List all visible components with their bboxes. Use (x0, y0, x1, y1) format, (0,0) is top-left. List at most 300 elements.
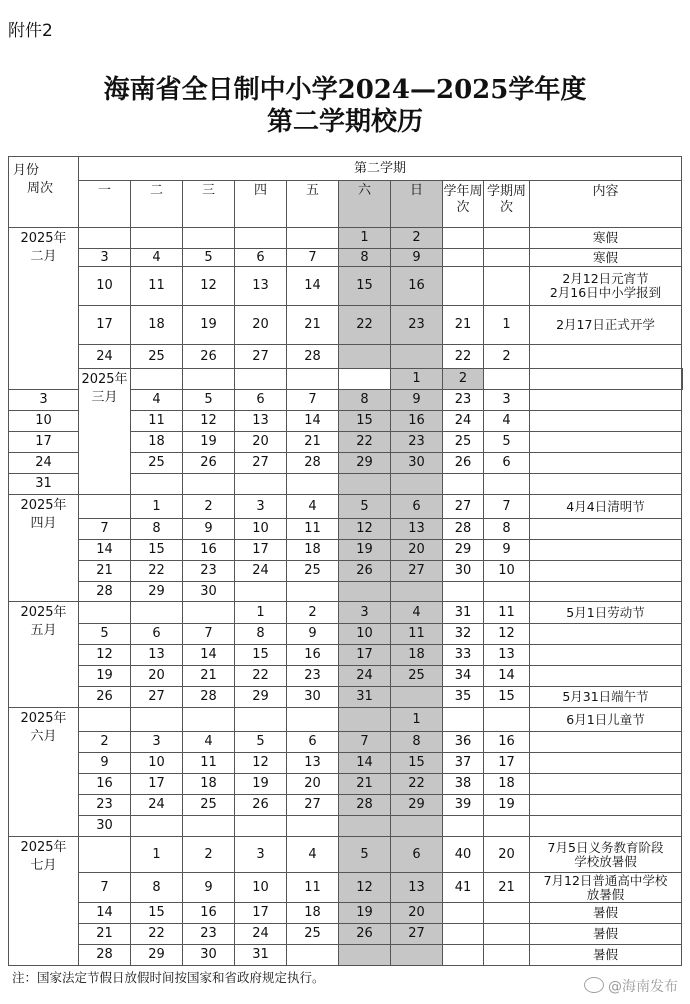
day-cell: 4 (287, 495, 339, 519)
content-cell (530, 795, 682, 816)
semester-label: 第二学期 (79, 157, 682, 181)
calendar-week-row (9, 345, 683, 369)
calendar-week-row (9, 753, 683, 774)
day-cell: 15 (391, 753, 443, 774)
school-year-week-cell: 35 (443, 687, 484, 708)
school-year-week-cell: 27 (443, 495, 484, 519)
month-year: 2025年 (20, 840, 67, 855)
page-title (0, 74, 690, 138)
day-cell: 10 (9, 411, 79, 432)
day-cell (391, 345, 443, 369)
semester-week-cell: 3 (484, 390, 530, 411)
day-cell: 10 (339, 624, 391, 645)
day-cell: 20 (131, 666, 183, 687)
semester-week-cell: 18 (484, 774, 530, 795)
school-year-week-header: 学年周次 (443, 181, 484, 228)
day-cell: 8 (131, 873, 183, 903)
calendar-week-row (9, 602, 683, 624)
semester-week-cell (484, 708, 530, 732)
footnote: 注：国家法定节假日放假时间按国家和省政府规定执行。 (12, 970, 325, 985)
day-cell: 25 (287, 924, 339, 945)
day-cell: 5 (183, 249, 235, 267)
day-cell: 16 (391, 267, 443, 306)
semester-week-cell: 13 (484, 645, 530, 666)
day-cell (391, 687, 443, 708)
day-cell: 31 (9, 474, 79, 495)
day-header-row (9, 181, 683, 228)
content-cell (530, 561, 682, 582)
content-cell (530, 228, 682, 249)
month-year: 2025年 (20, 711, 67, 726)
day-cell: 13 (287, 753, 339, 774)
day-cell: 19 (183, 432, 235, 453)
corner-cell (9, 157, 79, 228)
content-line: 2月17日正式开学 (556, 317, 655, 332)
day-cell: 17 (79, 306, 131, 345)
calendar-week-row (9, 561, 683, 582)
day-cell: 3 (235, 837, 287, 873)
day-cell: 26 (183, 453, 235, 474)
day-cell (183, 816, 235, 837)
semester-week-cell (484, 816, 530, 837)
month-cell (9, 495, 79, 602)
day-cell (183, 708, 235, 732)
day-cell: 11 (183, 753, 235, 774)
calendar-week-row (9, 624, 683, 645)
calendar-week-row (9, 816, 683, 837)
day-cell (391, 474, 443, 495)
day-cell: 6 (235, 390, 287, 411)
content-cell (530, 924, 682, 945)
content-header: 内容 (530, 181, 682, 228)
day-cell: 25 (287, 561, 339, 582)
day-cell: 22 (131, 924, 183, 945)
day-cell (339, 345, 391, 369)
day-cell: 16 (391, 411, 443, 432)
semester-week-cell: 21 (484, 873, 530, 903)
semester-week-cell: 11 (484, 602, 530, 624)
school-year-week-cell: 34 (443, 666, 484, 687)
corner-week-label: 周次 (27, 181, 54, 196)
calendar-week-row (9, 540, 683, 561)
day-cell: 20 (235, 432, 287, 453)
day-cell: 28 (79, 945, 131, 966)
day-cell: 22 (131, 561, 183, 582)
day-cell (235, 816, 287, 837)
day-cell (391, 582, 443, 602)
day-cell: 26 (183, 345, 235, 369)
content-cell (530, 540, 682, 561)
day-cell: 29 (131, 945, 183, 966)
day-cell: 6 (287, 732, 339, 753)
calendar-week-row (9, 945, 683, 966)
month-year: 2025年 (81, 372, 128, 387)
day-cell (131, 708, 183, 732)
day-header: 四 (235, 181, 287, 228)
day-cell (391, 816, 443, 837)
day-cell: 6 (235, 249, 287, 267)
day-cell: 22 (391, 774, 443, 795)
day-cell: 7 (183, 624, 235, 645)
school-year-week-cell (443, 582, 484, 602)
title-line-1: 海南省全日制中小学2024—2025学年度 (103, 75, 587, 105)
day-header: 二 (131, 181, 183, 228)
attachment-label: 附件2 (8, 21, 53, 41)
day-cell (235, 369, 287, 390)
day-header: 三 (183, 181, 235, 228)
day-cell: 16 (79, 774, 131, 795)
day-cell: 13 (235, 411, 287, 432)
day-cell: 3 (339, 602, 391, 624)
day-cell: 11 (287, 873, 339, 903)
day-cell: 16 (183, 903, 235, 924)
day-cell: 28 (287, 453, 339, 474)
semester-header-row (9, 157, 683, 181)
day-cell: 5 (235, 732, 287, 753)
day-cell: 18 (131, 432, 183, 453)
day-cell: 13 (391, 873, 443, 903)
school-year-week-cell (443, 924, 484, 945)
school-year-week-cell (443, 228, 484, 249)
content-cell (530, 837, 682, 873)
school-year-week-cell: 38 (443, 774, 484, 795)
school-year-week-cell (443, 708, 484, 732)
day-cell: 22 (339, 306, 391, 345)
semester-week-cell (484, 474, 530, 495)
semester-week-cell (484, 945, 530, 966)
semester-week-cell: 6 (484, 453, 530, 474)
semester-week-cell: 9 (484, 540, 530, 561)
calendar-week-row (9, 228, 683, 249)
month-name: 三月 (91, 390, 118, 405)
month-name: 二月 (30, 249, 57, 264)
content-cell (530, 582, 682, 602)
day-cell: 9 (287, 624, 339, 645)
day-cell: 31 (339, 687, 391, 708)
day-cell: 4 (391, 602, 443, 624)
content-line: 学校放暑假 (574, 853, 637, 869)
day-cell: 16 (287, 645, 339, 666)
day-cell: 25 (131, 453, 183, 474)
day-cell: 18 (183, 774, 235, 795)
day-cell: 20 (287, 774, 339, 795)
day-cell: 20 (235, 306, 287, 345)
content-cell (530, 432, 682, 453)
day-cell: 19 (339, 540, 391, 561)
content-cell (530, 602, 682, 624)
day-cell (79, 602, 131, 624)
day-cell: 1 (131, 495, 183, 519)
calendar-week-row (9, 732, 683, 753)
content-line: 寒假 (592, 249, 618, 265)
school-calendar-table (8, 156, 683, 966)
month-name: 六月 (30, 729, 57, 744)
day-cell: 24 (79, 345, 131, 369)
day-cell (287, 369, 339, 390)
day-cell: 27 (391, 924, 443, 945)
content-cell (530, 267, 682, 306)
calendar-week-row (9, 708, 683, 732)
semester-week-cell: 19 (484, 795, 530, 816)
content-cell (530, 453, 682, 474)
day-cell: 27 (235, 345, 287, 369)
school-year-week-cell (443, 816, 484, 837)
day-cell (287, 945, 339, 966)
day-cell: 6 (131, 624, 183, 645)
day-cell: 21 (287, 432, 339, 453)
day-header: 日 (391, 181, 443, 228)
school-year-week-cell (443, 249, 484, 267)
content-cell (530, 495, 682, 519)
semester-week-cell: 17 (484, 753, 530, 774)
content-cell (530, 732, 682, 753)
day-cell: 29 (235, 687, 287, 708)
day-cell (339, 945, 391, 966)
day-cell: 12 (235, 753, 287, 774)
semester-week-cell: 10 (484, 561, 530, 582)
day-cell (183, 369, 235, 390)
semester-week-cell: 2 (484, 345, 530, 369)
day-cell: 23 (79, 795, 131, 816)
day-header: 五 (287, 181, 339, 228)
semester-week-cell (484, 582, 530, 602)
day-cell (235, 228, 287, 249)
month-year: 2025年 (20, 605, 67, 620)
day-cell (339, 708, 391, 732)
content-line: 7月5日义务教育阶段 (547, 839, 664, 855)
school-year-week-cell: 28 (443, 519, 484, 540)
day-cell: 27 (287, 795, 339, 816)
day-cell (339, 816, 391, 837)
semester-week-cell (484, 267, 530, 306)
content-line: 5月31日端午节 (562, 689, 649, 704)
day-cell: 19 (183, 306, 235, 345)
school-year-week-cell: 36 (443, 732, 484, 753)
semester-week-header: 学期周次 (484, 181, 530, 228)
day-cell (287, 708, 339, 732)
day-cell (131, 474, 183, 495)
day-cell: 21 (183, 666, 235, 687)
day-cell: 17 (235, 903, 287, 924)
calendar-week-row (9, 687, 683, 708)
school-year-week-cell (484, 369, 530, 390)
day-cell: 11 (131, 411, 183, 432)
day-cell: 16 (183, 540, 235, 561)
day-cell: 15 (339, 267, 391, 306)
day-cell: 18 (287, 540, 339, 561)
day-cell: 17 (131, 774, 183, 795)
day-cell: 31 (235, 945, 287, 966)
content-cell (530, 666, 682, 687)
day-cell: 12 (183, 411, 235, 432)
day-cell: 2 (287, 602, 339, 624)
semester-week-cell (484, 903, 530, 924)
calendar-week-row (9, 306, 683, 345)
school-year-week-cell: 25 (443, 432, 484, 453)
day-cell: 15 (235, 645, 287, 666)
day-cell: 25 (391, 666, 443, 687)
content-cell (530, 708, 682, 732)
day-cell: 30 (287, 687, 339, 708)
content-cell (530, 753, 682, 774)
day-cell (287, 816, 339, 837)
day-cell: 30 (391, 453, 443, 474)
month-cell (9, 708, 79, 837)
content-line: 2月12日元宵节 (562, 271, 649, 286)
content-cell (530, 306, 682, 345)
day-cell (131, 228, 183, 249)
day-cell: 24 (131, 795, 183, 816)
day-cell: 5 (339, 837, 391, 873)
calendar-week-row (9, 837, 683, 873)
day-cell (339, 369, 391, 390)
school-year-week-cell: 41 (443, 873, 484, 903)
day-cell: 4 (287, 837, 339, 873)
calendar-week-row (9, 795, 683, 816)
semester-week-cell: 5 (484, 432, 530, 453)
day-cell: 5 (79, 624, 131, 645)
school-year-week-cell: 21 (443, 306, 484, 345)
day-cell: 19 (235, 774, 287, 795)
day-cell: 14 (183, 645, 235, 666)
content-line: 放暑假 (586, 886, 625, 902)
day-cell: 23 (391, 306, 443, 345)
day-cell: 10 (131, 753, 183, 774)
day-cell: 6 (391, 495, 443, 519)
day-cell (339, 582, 391, 602)
month-cell (9, 228, 79, 390)
day-cell: 23 (183, 924, 235, 945)
day-cell: 8 (391, 732, 443, 753)
semester-week-cell: 16 (484, 732, 530, 753)
watermark (584, 976, 678, 996)
school-year-week-cell: 32 (443, 624, 484, 645)
day-cell: 15 (339, 411, 391, 432)
school-year-week-cell: 39 (443, 795, 484, 816)
day-cell: 29 (131, 582, 183, 602)
day-cell: 28 (79, 582, 131, 602)
day-cell: 24 (235, 924, 287, 945)
calendar-week-row (9, 249, 683, 267)
day-cell: 8 (339, 249, 391, 267)
day-cell: 29 (339, 453, 391, 474)
content-cell (530, 645, 682, 666)
day-cell: 19 (79, 666, 131, 687)
semester-week-cell (484, 249, 530, 267)
school-year-week-cell: 26 (443, 453, 484, 474)
day-cell: 3 (235, 495, 287, 519)
day-cell: 15 (131, 540, 183, 561)
day-cell: 23 (391, 432, 443, 453)
semester-week-cell: 8 (484, 519, 530, 540)
day-cell: 5 (183, 390, 235, 411)
semester-week-cell: 12 (484, 624, 530, 645)
day-cell: 30 (183, 582, 235, 602)
school-year-week-cell: 40 (443, 837, 484, 873)
semester-week-cell (530, 369, 682, 390)
day-cell: 21 (79, 924, 131, 945)
school-year-week-cell (443, 945, 484, 966)
day-cell: 28 (339, 795, 391, 816)
day-cell: 6 (391, 837, 443, 873)
content-line: 寒假 (592, 230, 618, 245)
content-line: 2月16日中小学报到 (549, 285, 662, 300)
calendar-week-row (9, 582, 683, 602)
content-cell (530, 774, 682, 795)
calendar-week-row (9, 873, 683, 903)
day-cell: 25 (183, 795, 235, 816)
day-cell: 14 (79, 903, 131, 924)
day-cell: 27 (235, 453, 287, 474)
day-cell: 11 (287, 519, 339, 540)
calendar-week-row (9, 495, 683, 519)
day-cell: 1 (339, 228, 391, 249)
day-cell: 11 (391, 624, 443, 645)
content-line: 暑假 (592, 926, 618, 941)
day-cell (235, 708, 287, 732)
day-cell: 10 (235, 873, 287, 903)
month-name: 五月 (30, 623, 57, 638)
calendar-week-row (9, 645, 683, 666)
day-cell: 7 (339, 732, 391, 753)
day-cell (131, 816, 183, 837)
day-cell: 25 (131, 345, 183, 369)
day-cell: 17 (9, 432, 79, 453)
month-cell (9, 602, 79, 708)
day-cell: 26 (79, 687, 131, 708)
school-year-week-cell: 24 (443, 411, 484, 432)
day-cell: 14 (287, 411, 339, 432)
day-cell: 28 (183, 687, 235, 708)
semester-week-cell (484, 924, 530, 945)
month-name: 七月 (30, 858, 57, 873)
day-cell (183, 474, 235, 495)
content-cell (530, 873, 682, 903)
corner-month-label: 月份 (13, 163, 40, 178)
month-cell (9, 837, 79, 966)
content-cell (530, 390, 682, 411)
calendar-week-row (9, 369, 683, 390)
school-year-week-cell: 29 (443, 540, 484, 561)
semester-week-cell (484, 228, 530, 249)
title-line-2: 第二学期校历 (266, 107, 423, 137)
school-year-week-cell: 23 (443, 390, 484, 411)
school-year-week-cell (443, 474, 484, 495)
day-cell (287, 474, 339, 495)
day-cell: 12 (79, 645, 131, 666)
day-header: 六 (339, 181, 391, 228)
day-cell: 17 (339, 645, 391, 666)
day-cell: 3 (131, 732, 183, 753)
day-cell: 2 (183, 495, 235, 519)
day-cell: 14 (339, 753, 391, 774)
day-cell: 5 (339, 495, 391, 519)
content-cell (530, 249, 682, 267)
day-cell: 7 (79, 519, 131, 540)
school-year-week-cell: 33 (443, 645, 484, 666)
school-year-week-cell: 22 (443, 345, 484, 369)
month-cell (79, 369, 131, 495)
day-cell: 18 (391, 645, 443, 666)
day-cell: 2 (443, 369, 484, 390)
day-cell (287, 582, 339, 602)
day-cell: 21 (339, 774, 391, 795)
day-cell (79, 495, 131, 519)
day-cell: 7 (287, 390, 339, 411)
semester-week-cell: 4 (484, 411, 530, 432)
day-cell: 19 (339, 903, 391, 924)
calendar-week-row (9, 519, 683, 540)
